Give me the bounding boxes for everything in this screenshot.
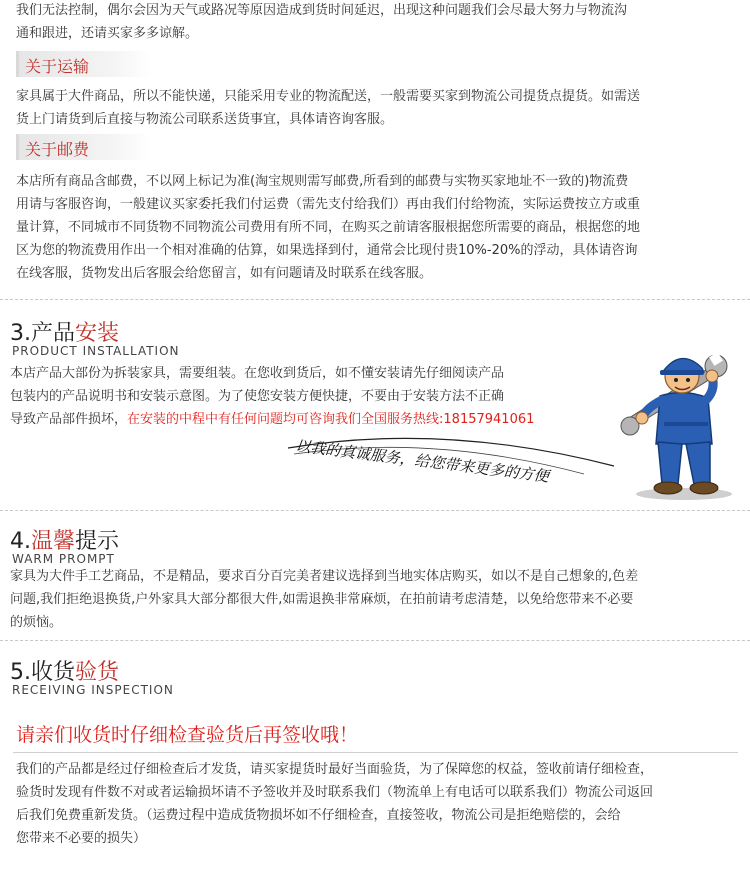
inspection-line: 我们的产品都是经过仔细检查后才发货，请买家提货时最好当面验货，为了保障您的权益，签收前请仔细检查，	[16, 762, 654, 777]
postage-line: 量计算，不同城市不同货物不同物流公司费用有所不同，在购买之前请客服根据您所需要的商品，根据您的地	[16, 220, 641, 235]
installation-subtitle: PRODUCT INSTALLATION	[12, 344, 180, 358]
postage-line: 区为您的物流费用作出一个相对准确的估算，如果选择到付，通常会比现付贵10%-20%的浮动，具体请咨询	[16, 243, 638, 258]
installation-title-accent: 安装	[75, 321, 120, 346]
slogan-text: 以我的真诚服务，给您带来更多的方便	[294, 436, 550, 486]
postage-heading: 关于邮费	[25, 140, 90, 159]
postage-line: 在线客服，货物发出后客服会给您留言，如有问题请及时联系在线客服。	[16, 266, 433, 281]
inspection-line: 您带来不必要的损失）	[16, 831, 147, 846]
installation-title	[10, 316, 119, 347]
tips-line: 的烦恼。	[10, 615, 63, 630]
intro-line: 我们无法控制，偶尔会因为天气或路况等原因造成到货时间延迟，出现这种问题我们会尽最大努力与物流沟	[16, 3, 628, 18]
inspection-title-accent: 验货	[75, 660, 120, 685]
inspection-line: 验货时发现有件数不对或者运输损坏请不予签收并及时联系我们（物流单上有电话可以联系我们）物流公司返回	[16, 785, 654, 800]
shipping-paragraph	[16, 85, 640, 131]
postage-line: 本店所有商品含邮费，不以网上标记为准(淘宝规则需写邮费,所看到的邮费与实物买家地址不一致的)物流费	[16, 174, 629, 189]
tips-line: 家具为大件手工艺商品，不是精品，要求百分百完美者建议选择到当地实体店购买，如以不是自己想象的,色差	[10, 569, 639, 584]
shipping-line: 家具属于大件商品，所以不能快递，只能采用专业的物流配送，一般需要买家到物流公司提货点提货。如需送	[16, 89, 641, 104]
installation-paragraph	[10, 362, 534, 431]
inspection-line: 后我们免费重新发货。（运费过程中造成货物损坏如不仔细检查，直接签收，物流公司是拒绝赔偿的，会给	[16, 808, 621, 823]
tips-paragraph	[10, 565, 638, 634]
installation-line: 本店产品大部份为拆装家具，需要组装。在您收到货后，如不懂安装请先仔细阅读产品	[10, 366, 505, 381]
installation-line: 包装内的产品说明书和安装示意图。为了使您安装方便快捷，不要由于安装方法不正确	[10, 389, 505, 404]
postage-paragraph	[16, 170, 640, 285]
service-hotline: 在安装的中程中有任何问题均可咨询我们全国服务热线:18157941061	[127, 412, 535, 427]
intro-paragraph	[16, 0, 627, 45]
postage-heading-banner	[16, 134, 151, 160]
tips-title-prefix: 4.	[10, 529, 31, 554]
tips-title-accent: 温馨	[31, 529, 76, 554]
intro-line: 通和跟进，还请买家多多谅解。	[16, 26, 199, 41]
postage-line: 用请与客服咨询，一般建议买家委托我们付运费（需先支付给我们）再由我们付给物流，实际运费按立方或重	[16, 197, 641, 212]
section-divider	[0, 510, 750, 511]
shipping-heading: 关于运输	[25, 57, 90, 76]
section-divider	[0, 299, 750, 300]
tips-line: 问题,我们拒绝退换货,户外家具大部分都很大件,如需退换非常麻烦，在拍前请考虑清楚，以免给您带来不必要	[10, 592, 634, 607]
tips-title	[10, 524, 119, 555]
headline-underline	[13, 752, 738, 753]
inspection-paragraph	[16, 758, 653, 850]
slogan-graphic	[284, 428, 624, 498]
installation-line-plain: 导致产品部件损坏，	[10, 412, 128, 427]
inspection-title	[10, 655, 119, 686]
shipping-heading-banner	[16, 51, 151, 77]
inspection-title-prefix: 5.收货	[10, 660, 75, 685]
section-divider	[0, 640, 750, 641]
tips-subtitle: WARM PROMPT	[12, 552, 115, 566]
shipping-line: 货上门请货到后直接与物流公司联系送货事宜，具体请咨询客服。	[16, 112, 394, 127]
installation-title-prefix: 3.产品	[10, 321, 75, 346]
worker-with-wrench-icon	[612, 334, 742, 504]
tips-title-suffix: 提示	[75, 529, 120, 554]
inspection-subtitle: RECEIVING INSPECTION	[12, 683, 174, 697]
inspection-headline: 请亲们收货时仔细检查验货后再签收哦！	[16, 724, 359, 746]
